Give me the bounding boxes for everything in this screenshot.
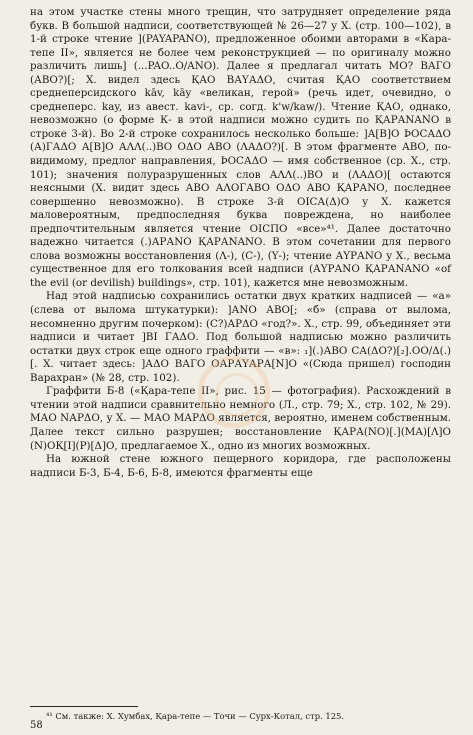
library-stamp-watermark: [198, 356, 270, 428]
footnote: ⁴¹ См. также: Х. Хумбах, Қара-тепе — Точи — Сурх-Котал, стр. 125.: [46, 711, 345, 721]
paragraph-2: Над этой надписью сохранились остатки двух кратких надписей — «а» (слева от вылома штукатурки): ]АNО АВО[; «б» (справа от вылома, несомненно другим почерком): (С?)АРΔО «год?». Х., стр. 99, объединяет эти надписи и читает ]ВI ГАΔО. Под большой надписью можно различить остатки двух строк еще одного граффити — «в»: ₁](.)АВО СА(ΔО?)[₂].ОО/Δ(.)[. Х. читает здесь: ]АΔО ВАГО ОАРАҮАРА[N]О «(Сюда пришел) господин Варахран» (№ 28, стр. 102).: [30, 290, 451, 384]
footnote-divider: [30, 706, 138, 707]
paragraph-4: На южной стене южного пещерного коридора, где расположены надписи Б-3, Б-4, Б-6, Б-8, имеются фрагменты еще: [30, 453, 451, 479]
page-number: 58: [30, 720, 43, 731]
paragraph-1: на этом участке стены много трещин, что затрудняет определение ряда букв. В большой надписи, соответствующей № 26—27 у Х. (стр. 100—102), в 1-й строке чтение ](PAYAPANO), предложенное обоими авторами в «Кара-тепе II», является не более чем реконструкцией — по оригиналу можно различить лишь] (...PAO..O/ANO). Далее я предлагал читать МО? ВАГО (АВО?)[; Х. видел здесь ҚАО ВАҮАΔО, считая ҚАО соответствием среднеперсидского kāv, kāy «великан, герой» (речь идет, очевидно, о среднеперс. kay, из авест. kavi-, ср. согд. k'w/kaw/). Чтение ҚАО, однако, невозможно (о форме К- в этой надписи можно судить по ҚАРАNANO в строке 3-й). Во 2-й строке сохранилось несколько больше: ]А[В]О ÞОСАΔО (А)ГАΔО А[В]О АΛΛ(..)ВО ОΔО АВО (ΛАΔО?)[. В этом фрагменте АВО, по-видимому, предлог направления, ÞОСАΔО — имя собственное (ср. Х., стр. 101); значения полуразрушенных слов АΛΛ(..)ВО и (ΛАΔО)[ остаются неясными (Х. видит здесь АВО АΛОГАВО ОΔО АВО ҚАРАNО, последнее совершенно невозможно). В строке 3-й ОIСА(Δ)О у Х. кажется маловероятным, предпоследняя буква повреждена, но наиболее предпочтительным является чтение ОIСПО «все»⁴¹. Далее достаточно надежно читается (.)АРАNО ҚАРАNANО. В этом сочетании для первого слова возможны восстановления (Λ-), (С-), (Ү-); чтение АҮРАNО у Х., весьма существенное для его толкования всей надписи (АҮРАNО ҚАРАNANО «of the evil (or devilish) buildings», стр. 101), кажется мне невозможным.: [30, 6, 451, 289]
paragraph-3: Граффити Б-8 («Қара-тепе II», рис. 15 — фотография). Расхождений в чтении этой надписи сравнительно немного (Л., стр. 79; Х., стр. 102, № 29). МАО NАРΔО, у Х. — МАО МАРΔО является, вероятно, именем собственным. Далее текст сильно разрушен; восстановление ҚАРА(NО)[.](МА)[Λ]О (N)ОҚ[I](Р)[Δ]О, предлагаемое Х., одно из многих возможных.: [30, 385, 451, 452]
